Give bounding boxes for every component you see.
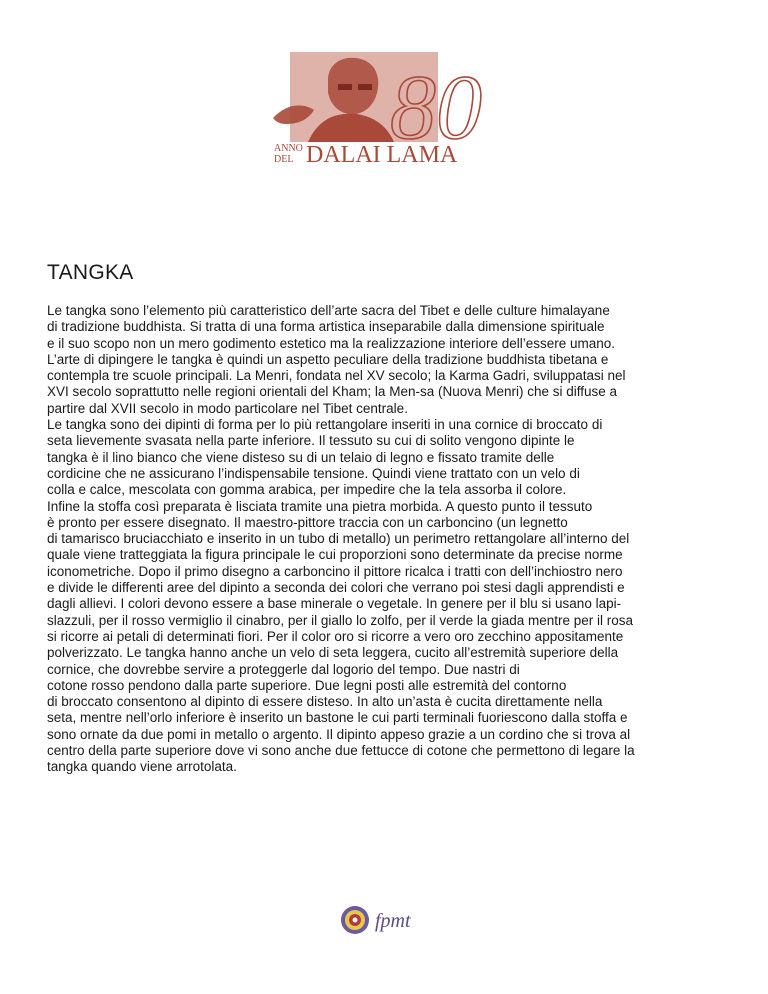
body-line: iconometriche. Dopo il primo disegno a carboncino il pittore ricalca i tratti con dell’inchiostro nero [47,563,623,579]
body-line: cotone rosso pendono dalla parte superiore. Due legni posti alle estremità del contorno [47,677,567,693]
body-line: seta, mentre nell’orlo inferiore è inserito un bastone le cui parti terminali fuoriescono dalla stoffa e [47,710,628,726]
body-line: L’arte di dipingere le tangka è quindi un aspetto peculiare della tradizione buddhista tibetana e [47,351,609,367]
body-line: di tamarisco bruciacchiato e inserito in un tubo di metallo) un perimetro rettangolare all’interno del [47,531,630,547]
body-line: dagli allievi. I colori devono essere a base minerale o vegetale. In genere per il blu si usano lapi- [47,596,622,612]
body-line: quale viene tratteggiata la figura principale le cui proporzioni sono determinate da precise norme [47,547,623,563]
body-line: sono ornate da due pomi in metallo o argento. Il dipinto appeso grazie a un cordino che si trova al [47,726,631,742]
fpmt-emblem-center [353,918,358,923]
logo-name-label: DALAI LAMA [306,142,458,168]
logo-number-80: 80 [390,56,482,158]
body-text [47,303,727,776]
body-line: cordicine che ne assicurano l’indispensabile tensione. Quindi viene trattato con un velo di [47,465,580,481]
body-line: è pronto per essere disegnato. Il maestro-pittore traccia con un carboncino (un legnetto [47,514,568,530]
body-line: polverizzato. Le tangka hanno anche un velo di seta leggera, cucito all’estremità superiore della [47,645,619,661]
page-title: TANGKA [47,261,134,284]
body-line: partire dal XVII secolo in modo particolare nel Tibet centrale. [47,400,408,416]
body-line: Le tangka sono dei dipinti di forma per lo più rettangolare inseriti in una cornice di broccato di [47,417,603,433]
logo-anno-label: ANNO [274,143,303,154]
body-line: contempla tre scuole principali. La Menri, fondata nel XV secolo; la Karma Gadri, sviluppatasi nel [47,368,626,384]
body-line: seta lievemente svasata nella parte inferiore. Il tessuto su cui di solito vengono dipinte le [47,433,575,449]
anniversary-logo [268,50,508,170]
fpmt-logo [339,900,439,942]
anniversary-logo-graphic [268,50,508,170]
logo-del-label: DEL [274,154,294,165]
body-line: centro della parte superiore dove vi sono anche due fettucce di cotone che permettono di legare la [47,743,635,759]
body-line: e divide le differenti aree del dipinto a seconda dei colori che verrano poi stesi dagli apprendisti e [47,580,625,596]
body-line: colla e calce, mescolata con gomma arabica, per impedire che la tela assorba il colore. [47,482,567,498]
body-line: di tradizione buddhista. Si tratta di una forma artistica inseparabile dalla dimensione spirituale [47,319,605,335]
body-line: Infine la stoffa così preparata è lisciata tramite una pietra morbida. A questo punto il tessuto [47,498,593,514]
body-line: tangka è il lino bianco che viene disteso su di un telaio di legno e fissato tramite delle [47,449,555,465]
body-line: slazzuli, per il rosso vermiglio il cinabro, per il giallo lo zolfo, per il verde la giada mentre per il rosa [47,612,634,628]
body-line: tangka quando viene arrotolata. [47,759,237,775]
fpmt-logo-graphic [339,900,439,942]
body-line: cornice, che dovrebbe servire a proteggerle dal logorio del tempo. Due nastri di [47,661,520,677]
body-line: si ricorre ai petali di determinati fiori. Per il color oro si ricorre a vero oro zecchino appositamente [47,628,624,644]
body-line: XVI secolo soprattutto nelle regioni orientali del Kham; la Men-sa (Nuova Menri) che si diffuse a [47,384,618,400]
fpmt-wordmark: fpmt [375,910,411,932]
body-line: e il suo scopo non un mero godimento estetico ma la realizzazione interiore dell’essere umano. [47,335,616,351]
body-line: Le tangka sono l’elemento più caratteristico dell’arte sacra del Tibet e delle culture himalayane [47,303,610,318]
body-line: di broccato consentono al dipinto di essere disteso. In alto un’asta è cucita direttamente nella [47,694,603,710]
